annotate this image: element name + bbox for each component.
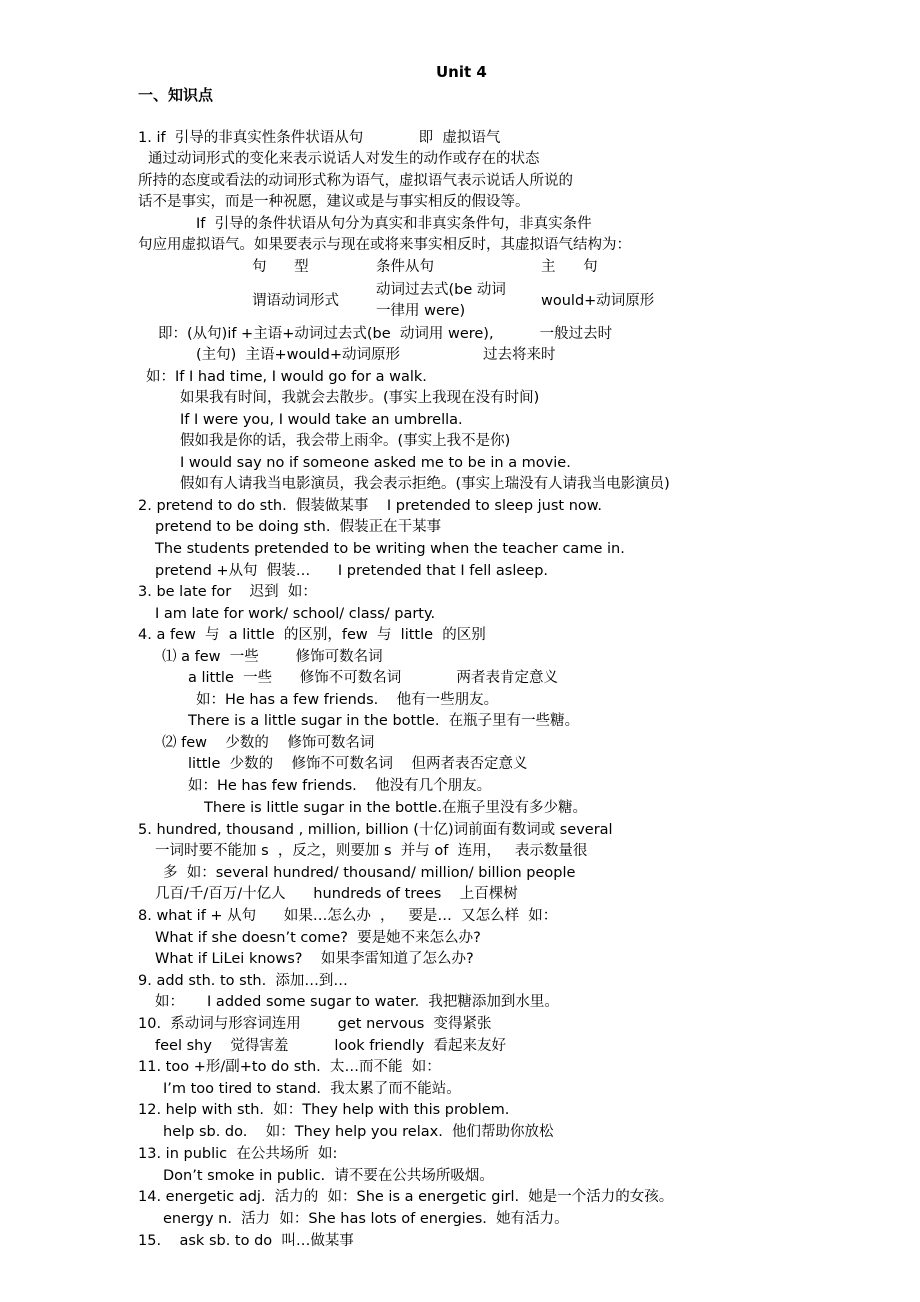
text-line: 如： I added some sugar to water. 我把糖添加到水里。	[155, 994, 559, 1010]
text-line: 多 如：several hundred/ thousand/ million/ billion people	[163, 865, 576, 881]
text-line: 句应用虚拟语气。如果要表示与现在或将来事实相反时，其虚拟语气结构为：	[138, 237, 631, 253]
text-line: 10. 系动词与形容词连用 get nervous 变得紧张	[138, 1016, 492, 1032]
table-cell: 一律用 were)	[376, 303, 466, 319]
table-cell: would+动词原形	[541, 293, 655, 309]
text-line: 14. energetic adj. 活力的 如：She is a energetic girl. 她是一个活力的女孩。	[138, 1189, 674, 1205]
text-line: (主句) 主语+would+动词原形 过去将来时	[196, 347, 556, 363]
text-line: If I were you, I would take an umbrella.	[180, 412, 463, 428]
text-line: 15. ask sb. to do 叫…做某事	[138, 1233, 354, 1249]
text-line: feel shy 觉得害羞 look friendly 看起来友好	[155, 1038, 506, 1054]
text-line: I would say no if someone asked me to be in a movie.	[180, 455, 571, 471]
text-line: 如：He has few friends. 他没有几个朋友。	[188, 778, 492, 794]
text-line: There is little sugar in the bottle.在瓶子里没有多少糖。	[204, 800, 587, 816]
text-line: 即：(从句)if +主语+动词过去式(be 动词用 were), 一般过去时	[158, 326, 613, 342]
text-line: I am late for work/ school/ class/ party.	[155, 606, 436, 622]
text-line: I’m too tired to stand. 我太累了而不能站。	[163, 1081, 461, 1097]
table-cell: 谓语动词形式	[252, 293, 339, 309]
text-line: 9. add sth. to sth. 添加…到…	[138, 973, 348, 989]
text-line: There is a little sugar in the bottle. 在瓶子里有一些糖。	[188, 713, 580, 729]
text-line: 假如我是你的话，我会带上雨伞。(事实上我不是你)	[180, 433, 511, 449]
text-line: 如：If I had time, I would go for a walk.	[146, 369, 427, 385]
text-line: If 引导的条件状语从句分为真实和非真实条件句，非真实条件	[196, 216, 592, 232]
text-line: little 少数的 修饰不可数名词 但两者表否定意义	[188, 756, 528, 772]
text-line: 话不是事实，而是一种祝愿，建议或是与事实相反的假设等。	[138, 194, 530, 210]
text-line: 2. pretend to do sth. 假装做某事 I pretended to sleep just now.	[138, 498, 602, 514]
text-line: Don’t smoke in public. 请不要在公共场所吸烟。	[163, 1168, 494, 1184]
text-line: 11. too +形/副+to do sth. 太…而不能 如：	[138, 1059, 441, 1075]
text-line: 8. what if + 从句 如果…怎么办 ， 要是… 又怎么样 如：	[138, 908, 558, 924]
text-line: 假如有人请我当电影演员，我会表示拒绝。(事实上瑞没有人请我当电影演员)	[180, 476, 670, 492]
text-line: pretend to be doing sth. 假装正在干某事	[155, 519, 442, 535]
table-header: 句 型	[252, 259, 309, 275]
text-line: pretend +从句 假装… I pretended that I fell asleep.	[155, 563, 549, 579]
text-line: 3. be late for 迟到 如：	[138, 584, 317, 600]
text-line: 如：He has a few friends. 他有一些朋友。	[196, 692, 499, 708]
text-line: energy n. 活力 如：She has lots of energies. 她有活力。	[163, 1211, 569, 1227]
text-line: 1. if 引导的非真实性条件状语从句 即 虚拟语气	[138, 130, 501, 146]
text-line: 如果我有时间，我就会去散步。(事实上我现在没有时间)	[180, 390, 540, 406]
text-line: 几百/千/百万/十亿人 hundreds of trees 上百棵树	[155, 886, 518, 902]
text-line: a little 一些 修饰不可数名词 两者表肯定意义	[188, 670, 559, 686]
page-title: Unit 4	[436, 63, 487, 81]
text-line: 通过动词形式的变化来表示说话人对发生的动作或存在的状态	[148, 151, 540, 167]
text-line: 4. a few 与 a little 的区别，few 与 little 的区别	[138, 627, 486, 643]
text-line: ⑵ few 少数的 修饰可数名词	[162, 735, 375, 751]
text-line: 一词时要不能加 s ，反之，则要加 s 并与 of 连用， 表示数量很	[155, 843, 588, 859]
section-heading: 一、知识点	[138, 86, 214, 104]
text-line: help sb. do. 如：They help you relax. 他们帮助你放松	[163, 1124, 554, 1140]
text-line: What if LiLei knows? 如果李雷知道了怎么办?	[155, 951, 474, 967]
text-line: 5. hundred, thousand , million, billion (十亿)词前面有数词或 several	[138, 822, 613, 838]
table-header: 条件从句	[376, 259, 434, 275]
table-header: 主 句	[541, 259, 598, 275]
text-line: 13. in public 在公共场所 如:	[138, 1146, 338, 1162]
text-line: ⑴ a few 一些 修饰可数名词	[162, 649, 383, 665]
table-cell: 动词过去式(be 动词	[376, 282, 506, 298]
text-line: The students pretended to be writing when the teacher came in.	[155, 541, 625, 557]
text-line: 12. help with sth. 如：They help with this problem.	[138, 1102, 510, 1118]
text-line: What if she doesn’t come? 要是她不来怎么办?	[155, 930, 481, 946]
text-line: 所持的态度或看法的动词形式称为语气，虚拟语气表示说话人所说的	[138, 173, 573, 189]
